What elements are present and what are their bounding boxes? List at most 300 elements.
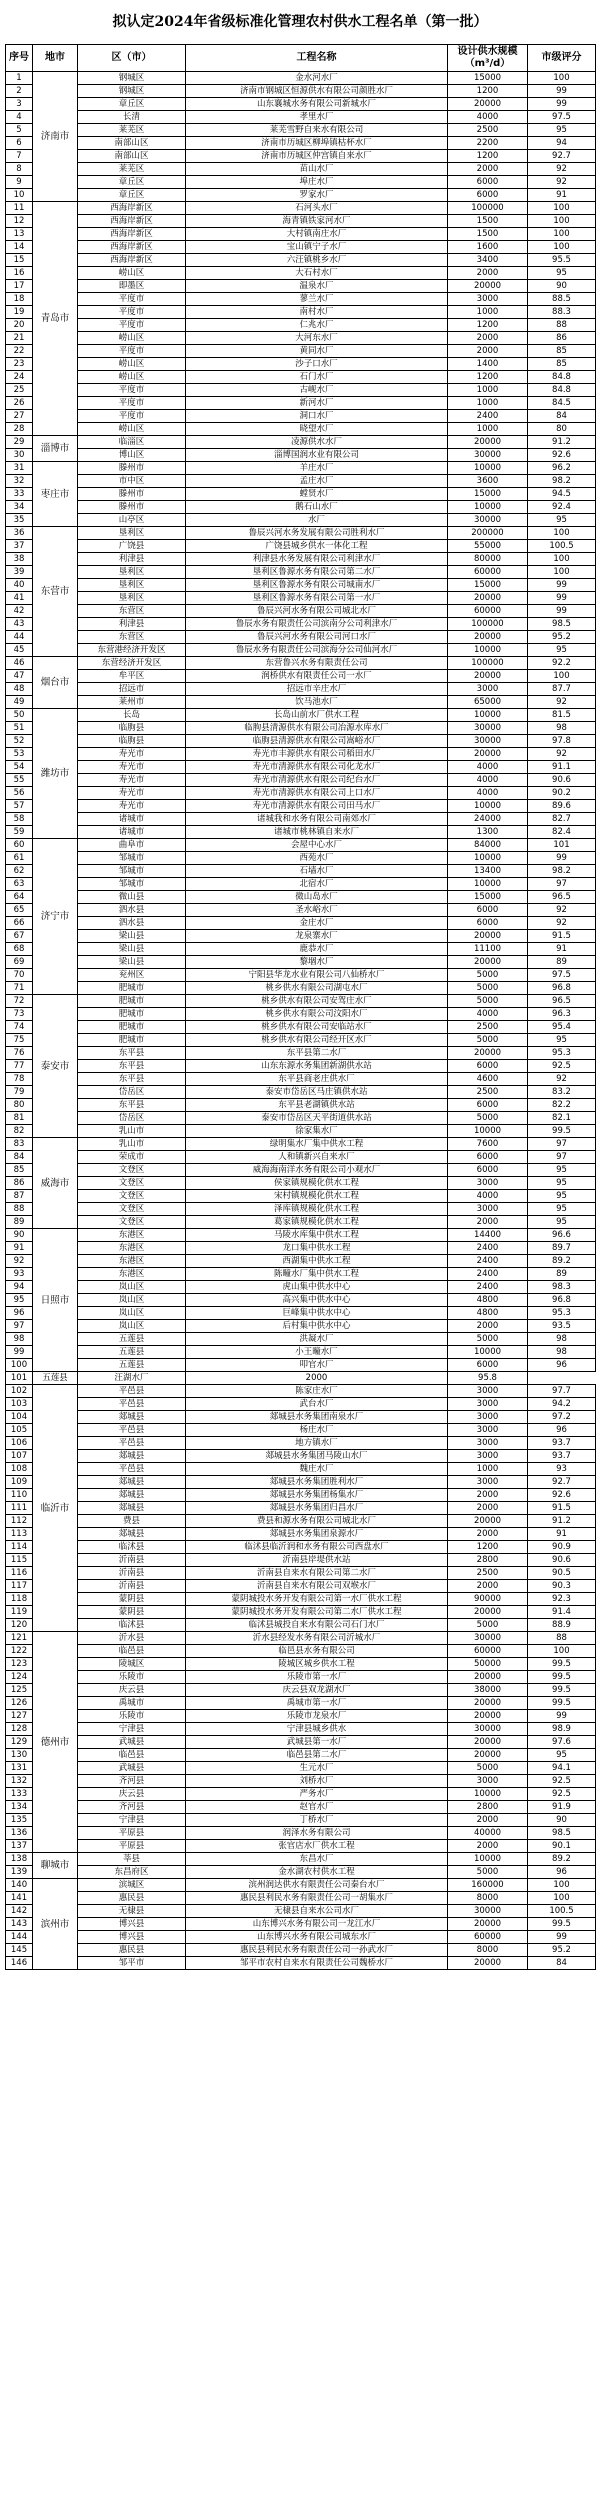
row-district: 文登区 [78,1190,186,1203]
row-supply-scale: 2000 [448,1216,528,1229]
row-score: 97.5 [528,969,596,982]
row-supply-scale: 1000 [448,384,528,397]
row-project-name: 鲁辰兴河水务发展有限公司胜利水厂 [186,527,448,540]
row-project-name: 桃乡供水有限公司湖屯水厂 [186,982,448,995]
row-district: 东港区 [78,1255,186,1268]
row-district: 庆云县 [78,1788,186,1801]
row-number: 68 [6,943,33,956]
row-score: 92.7 [528,150,596,163]
row-project-name: 虎山集中供水中心 [186,1281,448,1294]
row-number: 132 [6,1775,33,1788]
table-row [6,1112,596,1125]
row-score: 90.6 [528,1554,596,1567]
row-district: 肥城市 [78,1034,186,1047]
row-district: 肥城市 [78,982,186,995]
table-row [6,1086,596,1099]
row-district: 寿光市 [78,800,186,813]
row-district: 沂南县 [78,1567,186,1580]
row-supply-scale: 3000 [448,1203,528,1216]
row-project-name: 临沭县城投自来水有限公司石门水厂 [186,1619,448,1632]
row-project-name: 临朐县清源供水有限公司嵩峪水厂 [186,735,448,748]
row-district: 文登区 [78,1164,186,1177]
row-supply-scale: 2800 [448,1801,528,1814]
row-score: 95 [528,1749,596,1762]
row-project-name: 费县和源水务有限公司城北水厂 [186,1515,448,1528]
table-row [6,1216,596,1229]
row-score: 92.5 [528,1060,596,1073]
row-supply-scale: 11100 [448,943,528,956]
row-score: 97.5 [528,111,596,124]
row-number: 74 [6,1021,33,1034]
row-district: 邹城市 [78,852,186,865]
row-project-name: 洪凝水厂 [186,1333,448,1346]
row-district: 寿光市 [78,748,186,761]
row-project-name: 沂水县经发水务有限公司沂城水厂 [186,1632,448,1645]
row-city: 临沂市 [33,1385,78,1632]
row-supply-scale: 10000 [448,852,528,865]
row-supply-scale: 2500 [448,1021,528,1034]
row-supply-scale: 2500 [448,1567,528,1580]
row-district: 齐河县 [78,1775,186,1788]
table-row [6,150,596,163]
row-number: 141 [6,1892,33,1905]
row-supply-scale: 24000 [448,813,528,826]
row-supply-scale: 100000 [448,202,528,215]
row-number: 27 [6,410,33,423]
row-project-name: 泰安市岱岳区天平街道供水站 [186,1112,448,1125]
row-city: 济南市 [33,72,78,202]
row-score: 91 [528,1528,596,1541]
row-supply-scale: 5000 [448,995,528,1008]
row-district: 钢城区 [78,72,186,85]
table-row [6,1151,596,1164]
row-score: 84.5 [528,397,596,410]
row-district: 文登区 [78,1177,186,1190]
row-supply-scale: 2400 [448,1281,528,1294]
row-project-name: 陈家庄水厂 [186,1385,448,1398]
row-district: 曲阜市 [78,839,186,852]
row-number: 136 [6,1827,33,1840]
row-district: 东港区 [78,1268,186,1281]
row-project-name: 威海海南洋水务有限公司小观水厂 [186,1164,448,1177]
row-number: 100 [6,1359,33,1372]
row-number: 15 [6,254,33,267]
row-score: 100 [528,670,596,683]
row-score: 99 [528,605,596,618]
row-district: 滕州市 [78,488,186,501]
table-row [6,1450,596,1463]
row-project-name: 宁阳县华龙水业有限公司八仙桥水厂 [186,969,448,982]
row-score: 92.5 [528,1788,596,1801]
row-score: 100 [528,553,596,566]
row-project-name: 石门水厂 [186,371,448,384]
row-score: 89.2 [528,1255,596,1268]
row-district: 梁山县 [78,956,186,969]
row-district: 垦利区 [78,566,186,579]
row-number: 133 [6,1788,33,1801]
row-city: 潍坊市 [33,709,78,839]
row-project-name: 大河东水厂 [186,332,448,345]
row-supply-scale: 60000 [448,1931,528,1944]
row-supply-scale: 50000 [448,1658,528,1671]
row-score: 88 [528,319,596,332]
row-number: 54 [6,761,33,774]
row-number: 122 [6,1645,33,1658]
row-supply-scale: 60000 [448,566,528,579]
row-district: 西海岸新区 [78,202,186,215]
row-project-name: 乐陵市龙泉水厂 [186,1710,448,1723]
table-row [6,579,596,592]
row-score: 91.5 [528,1502,596,1515]
row-project-name: 水厂 [186,514,448,527]
row-district: 岱岳区 [78,1086,186,1099]
row-supply-scale: 3000 [448,293,528,306]
row-number: 44 [6,631,33,644]
row-supply-scale: 4000 [448,1008,528,1021]
row-district: 五莲县 [33,1372,78,1385]
row-project-name: 蓼兰水厂 [186,293,448,306]
row-number: 56 [6,787,33,800]
row-district: 岚山区 [78,1307,186,1320]
table-row [6,1385,596,1398]
row-district: 文登区 [78,1203,186,1216]
row-score: 99 [528,98,596,111]
row-project-name: 大村镇南庄水厂 [186,228,448,241]
table-row [6,1931,596,1944]
row-district: 平度市 [78,384,186,397]
row-number: 21 [6,332,33,345]
row-district: 市中区 [78,475,186,488]
row-score: 98 [528,1346,596,1359]
row-score: 95 [528,267,596,280]
table-row [6,1723,596,1736]
row-number: 91 [6,1242,33,1255]
row-project-name: 沂南县自来水有限公司双堠水厂 [186,1580,448,1593]
row-supply-scale: 65000 [448,696,528,709]
row-number: 30 [6,449,33,462]
row-score: 95.2 [528,631,596,644]
row-score: 92.3 [528,1593,596,1606]
table-row [6,1541,596,1554]
row-project-name: 广饶县城乡供水一体化工程 [186,540,448,553]
row-supply-scale: 20000 [448,1671,528,1684]
row-project-name: 巨峰集中供水中心 [186,1307,448,1320]
row-supply-scale: 10000 [448,1853,528,1866]
row-supply-scale: 4600 [448,1073,528,1086]
row-score: 100 [528,202,596,215]
row-supply-scale: 200000 [448,527,528,540]
row-district: 章丘区 [78,176,186,189]
table-row [6,98,596,111]
row-district: 崂山区 [78,371,186,384]
row-district: 崂山区 [78,358,186,371]
row-number: 131 [6,1762,33,1775]
row-project-name: 济南市钢城区恒源供水有限公司颜胜水厂 [186,85,448,98]
row-district: 武城县 [78,1762,186,1775]
row-supply-scale: 160000 [448,1879,528,1892]
row-city: 淄博市 [33,436,78,462]
row-supply-scale: 2400 [448,1268,528,1281]
row-number: 129 [6,1736,33,1749]
row-number: 20 [6,319,33,332]
row-score: 95 [528,1216,596,1229]
row-score: 99.5 [528,1658,596,1671]
table-row [6,202,596,215]
row-district: 东营区 [78,605,186,618]
row-project-name: 金水湖农村供水工程 [186,1866,448,1879]
row-score: 99.5 [528,1684,596,1697]
row-score: 100 [528,215,596,228]
row-number: 86 [6,1177,33,1190]
row-supply-scale: 5000 [448,1619,528,1632]
row-project-name: 桃乡供水有限公司汶阳水厂 [186,1008,448,1021]
row-number: 144 [6,1931,33,1944]
row-district: 平邑县 [78,1437,186,1450]
row-score: 92.4 [528,501,596,514]
row-district: 惠民县 [78,1892,186,1905]
row-supply-scale: 3000 [448,1411,528,1424]
table-header-row [6,45,596,72]
table-row [6,1177,596,1190]
row-city: 日照市 [33,1229,78,1372]
row-score: 89.6 [528,800,596,813]
table-row [6,1502,596,1515]
row-district: 五莲县 [78,1359,186,1372]
row-score: 95.8 [448,1372,528,1385]
row-project-name: 陈疃水厂集中供水工程 [186,1268,448,1281]
row-supply-scale: 1500 [448,215,528,228]
row-city: 枣庄市 [33,462,78,527]
table-row [6,670,596,683]
row-score: 90.3 [528,1580,596,1593]
row-district: 梁山县 [78,943,186,956]
row-number: 47 [6,670,33,683]
row-district: 郯城县 [78,1450,186,1463]
row-supply-scale: 40000 [448,1827,528,1840]
row-district: 钢城区 [78,85,186,98]
row-number: 39 [6,566,33,579]
row-district: 五莲县 [78,1333,186,1346]
row-score: 88.3 [528,306,596,319]
row-supply-scale: 4000 [448,1190,528,1203]
row-number: 77 [6,1060,33,1073]
table-row [6,254,596,267]
table-row [6,904,596,917]
row-project-name: 刘桥水厂 [186,1775,448,1788]
row-project-name: 人和镇新兴自来水厂 [186,1151,448,1164]
row-district: 莱州市 [78,696,186,709]
row-score: 92.6 [528,1489,596,1502]
row-number: 93 [6,1268,33,1281]
row-number: 103 [6,1398,33,1411]
row-score: 96 [528,1866,596,1879]
row-number: 146 [6,1957,33,1970]
row-number: 55 [6,774,33,787]
row-district: 寿光市 [78,787,186,800]
row-project-name: 垦利区鲁源水务有限公司城南水厂 [186,579,448,592]
row-supply-scale: 2000 [448,1528,528,1541]
row-project-name: 惠民县利民水务有限责任公司一孙武水厂 [186,1944,448,1957]
row-district: 肥城市 [78,1008,186,1021]
row-district: 郯城县 [78,1476,186,1489]
row-supply-scale: 1200 [448,319,528,332]
row-score: 98.2 [528,865,596,878]
row-project-name: 山东东源水务集团新湖供水站 [186,1060,448,1073]
row-supply-scale: 3000 [448,1398,528,1411]
row-district: 东营港经济开发区 [78,644,186,657]
row-score: 95 [528,1164,596,1177]
row-supply-scale: 1000 [448,306,528,319]
row-score: 92 [528,1073,596,1086]
row-project-name: 寿光市清源供水有限公司田马水厂 [186,800,448,813]
row-score: 84.8 [528,371,596,384]
row-number: 83 [6,1138,33,1151]
row-supply-scale: 5000 [448,1762,528,1775]
table-row [6,748,596,761]
row-number: 96 [6,1307,33,1320]
row-number: 82 [6,1125,33,1138]
row-supply-scale: 10000 [448,800,528,813]
row-score: 94 [528,137,596,150]
table-row [6,1944,596,1957]
row-district: 蒙阴县 [78,1606,186,1619]
row-number: 114 [6,1541,33,1554]
row-project-name: 大石村水厂 [186,267,448,280]
row-score: 91.1 [528,761,596,774]
row-score: 93.5 [528,1320,596,1333]
table-row [6,514,596,527]
row-district: 乐陵市 [78,1710,186,1723]
row-district: 东营区 [78,631,186,644]
row-city: 威海市 [33,1138,78,1229]
row-supply-scale: 1600 [448,241,528,254]
table-row [6,1528,596,1541]
table-row [6,228,596,241]
row-score: 92.5 [528,1775,596,1788]
table-row [6,72,596,85]
row-project-name: 石河头水厂 [186,202,448,215]
row-number: 80 [6,1099,33,1112]
row-score: 99 [528,1710,596,1723]
row-supply-scale: 55000 [448,540,528,553]
row-score: 97.2 [528,1411,596,1424]
row-district: 平度市 [78,397,186,410]
row-project-name: 乐陵市第一水厂 [186,1671,448,1684]
row-score: 96.2 [528,462,596,475]
row-supply-scale: 15000 [448,579,528,592]
row-number: 134 [6,1801,33,1814]
row-district: 肥城市 [78,1021,186,1034]
row-number: 18 [6,293,33,306]
table-row [6,1203,596,1216]
row-district: 滨城区 [78,1879,186,1892]
row-district: 邹平市 [78,1957,186,1970]
row-project-name: 郯城县水务集团泉源水厂 [186,1528,448,1541]
row-district: 平原县 [78,1827,186,1840]
row-score: 94.2 [528,1398,596,1411]
row-number: 61 [6,852,33,865]
row-supply-scale: 3000 [448,1177,528,1190]
row-number: 40 [6,579,33,592]
row-score: 80 [528,423,596,436]
row-score: 100 [528,72,596,85]
page-title: 拟认定2024年省级标准化管理农村供水工程名单（第一批） [112,14,488,30]
row-project-name: 鲁辰水务有限责任公司滨南分公司利津水厂 [186,618,448,631]
row-project-name: 新河水厂 [186,397,448,410]
row-project-name: 桃乡供水有限公司安驾庄水厂 [186,995,448,1008]
row-district: 临淄区 [78,436,186,449]
row-supply-scale: 2000 [448,1840,528,1853]
row-score: 89 [528,1268,596,1281]
row-supply-scale: 5000 [448,1866,528,1879]
row-score: 88 [528,1632,596,1645]
row-number: 35 [6,514,33,527]
row-number: 88 [6,1203,33,1216]
row-number: 7 [6,150,33,163]
row-district: 西海岸新区 [78,254,186,267]
row-number: 64 [6,891,33,904]
table-row [6,735,596,748]
row-number: 78 [6,1073,33,1086]
row-supply-scale: 6000 [448,917,528,930]
row-supply-scale: 60000 [448,1645,528,1658]
row-score: 101 [528,839,596,852]
table-row [6,163,596,176]
row-project-name: 蒙阴城投水务开发有限公司第二水厂供水工程 [186,1606,448,1619]
row-project-name: 凌源供水水厂 [186,436,448,449]
row-score: 97.8 [528,735,596,748]
row-project-name: 马陵水库集中供水工程 [186,1229,448,1242]
table-row [6,1242,596,1255]
row-score: 95 [528,1177,596,1190]
table-row [6,709,596,722]
row-supply-scale: 3000 [448,683,528,696]
row-district: 东平县 [78,1073,186,1086]
row-supply-scale: 6000 [448,189,528,202]
row-supply-scale: 4000 [448,111,528,124]
row-district: 广饶县 [78,540,186,553]
row-number: 59 [6,826,33,839]
row-number: 16 [6,267,33,280]
row-project-name: 宋村镇规模化供水工程 [186,1190,448,1203]
row-district: 博山区 [78,449,186,462]
table-row [6,1840,596,1853]
row-number: 97 [6,1320,33,1333]
row-supply-scale: 10000 [448,644,528,657]
row-score: 89 [528,956,596,969]
row-district: 荣成市 [78,1151,186,1164]
row-project-name: 诸城市桃林镇自来水厂 [186,826,448,839]
table-row [6,1294,596,1307]
row-project-name: 济南市历城区仲宫镇自来水厂 [186,150,448,163]
row-number: 28 [6,423,33,436]
table-row [6,592,596,605]
row-district: 沂南县 [78,1554,186,1567]
row-number: 25 [6,384,33,397]
row-district: 陵城区 [78,1658,186,1671]
row-project-name: 孟庄水厂 [186,475,448,488]
row-score: 86 [528,332,596,345]
table-row [6,813,596,826]
row-score: 88.9 [528,1619,596,1632]
table-row [6,722,596,735]
row-score: 95.5 [528,254,596,267]
row-supply-scale: 6000 [448,1099,528,1112]
table-row [6,787,596,800]
row-supply-scale: 20000 [448,1710,528,1723]
row-district: 费县 [78,1515,186,1528]
row-district: 沂水县 [78,1632,186,1645]
